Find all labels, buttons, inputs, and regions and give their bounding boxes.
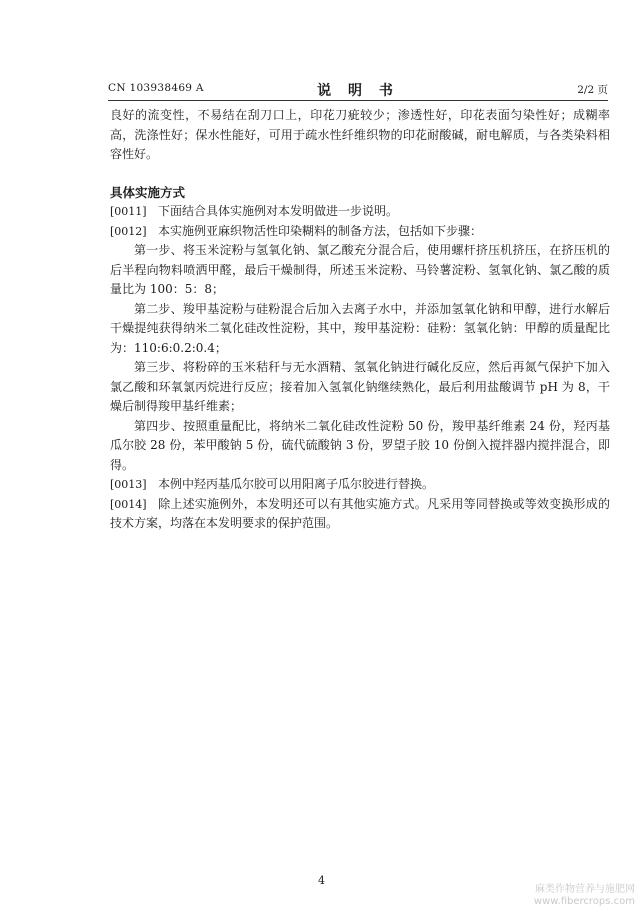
- document-body: [110, 106, 610, 534]
- paragraph-text: 本例中羟丙基瓜尔胶可以用阳离子瓜尔胶进行替换。: [158, 477, 435, 491]
- watermark-line-1: 麻类作物营养与施肥网: [535, 884, 635, 895]
- publication-number: CN 103938469 A: [108, 82, 204, 94]
- paragraph-text: 除上述实施例外，本发明还可以有其他实施方式。凡采用等同替换或等效变换形成的技术方案，均落在本发明要求的保护范围。: [110, 496, 610, 530]
- paragraph-0011: [110, 202, 610, 222]
- page-header: [108, 80, 608, 100]
- paragraph-id: [0014]: [110, 497, 147, 511]
- paragraph-text: 本实施例亚麻织物活性印染糊料的制备方法，包括如下步骤：: [158, 223, 483, 238]
- header-rule: [108, 100, 608, 101]
- step-3: 第三步、将粉碎的玉米秸秆与无水酒精、氢氧化钠进行碱化反应，然后再氮气保护下加入氯乙酸和环氧氯丙烷进行反应；接着加入氢氧化钠继续熟化，最后利用盐酸调节 pH 为 8，干燥后制得羧甲基纤维素；: [110, 360, 610, 413]
- paragraph-id: [0012]: [110, 224, 147, 238]
- page-indicator: 2/2 页: [577, 84, 608, 96]
- watermark-line-2: www.fibercrops.com: [533, 896, 635, 907]
- paragraph-id: [0013]: [110, 478, 147, 491]
- paragraph-0013: [110, 475, 610, 495]
- section-heading: 具体实施方式: [110, 184, 186, 200]
- step-4: 第四步、按照重量配比，将纳米二氧化硅改性淀粉 50 份，羧甲基纤维素 24 份，羟丙基瓜尔胶 28 份，苯甲酸钠 5 份，硫代硫酸钠 3 份，罗望子胶 10 份倒入搅拌器内搅拌混合，即得。: [110, 418, 610, 472]
- paragraph-id: [0011]: [110, 205, 147, 218]
- document-title: 说 明 书: [317, 83, 399, 99]
- intro-text: 良好的流变性，不易结在刮刀口上，印花刀疵较少；渗透性好，印花表面匀染性好；成糊率高，洗涤性好；保水性能好，可用于疏水性纤维织物的印花耐酸碱，耐电解质，与各类染料相容性好。: [110, 108, 610, 161]
- step-2: 第二步、羧甲基淀粉与硅粉混合后加入去离子水中，并添加氢氧化钠和甲醇，进行水解后干燥提纯获得纳米二氧化硅改性淀粉，其中，羧甲基淀粉：硅粉：氢氧化钠：甲醇的质量配比为：110:6:0.2:0.4；: [110, 301, 610, 355]
- paragraph-0014: [110, 495, 610, 534]
- watermark: [505, 884, 635, 908]
- page-number: 4: [318, 874, 325, 887]
- paragraph-text: 下面结合具体实施例对本发明做进一步说明。: [158, 204, 399, 218]
- step-1: 第一步、将玉米淀粉与氢氧化钠、氯乙酸充分混合后，使用螺杆挤压机挤压，在挤压机的后半程向物料喷洒甲醛，最后干燥制得，所述玉米淀粉、马铃薯淀粉、氢氧化钠、氯乙酸的质量比为 100：5：8；: [110, 243, 610, 296]
- paragraph-0012: [110, 222, 610, 242]
